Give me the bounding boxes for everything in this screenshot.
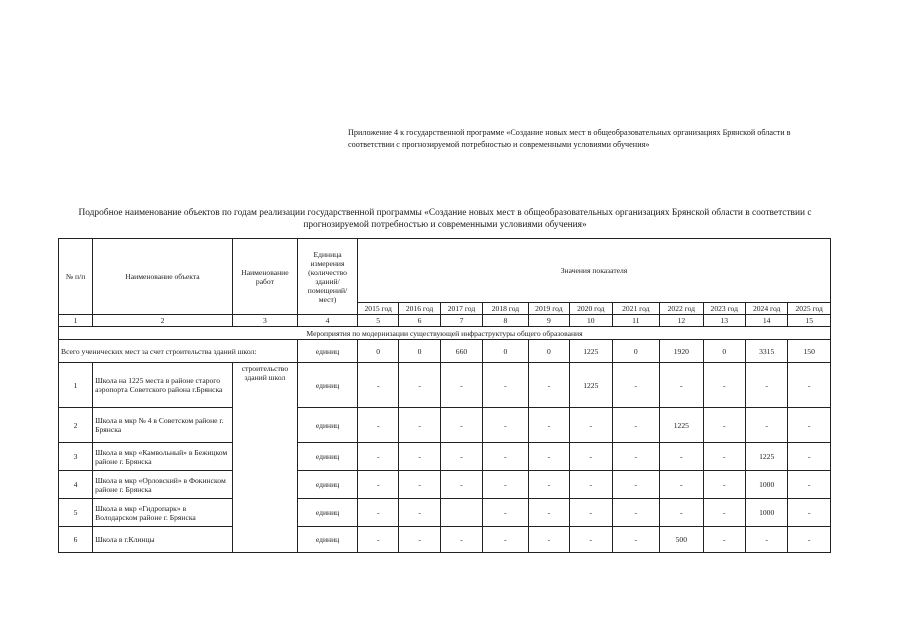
value-cell: - <box>745 363 787 408</box>
section-row <box>59 327 831 340</box>
value-cell: - <box>358 408 399 443</box>
section-title: Мероприятия по модернизации существующей инфраструктуры общего образования <box>59 327 831 340</box>
value-cell <box>440 499 482 527</box>
value-cell: - <box>528 527 569 553</box>
value-cell: 3315 <box>745 340 787 363</box>
value-cell: - <box>570 408 612 443</box>
value-cell: 1000 <box>745 499 787 527</box>
value-cell: 150 <box>788 340 831 363</box>
column-number: 12 <box>660 315 703 327</box>
object-name: Школа в мкр «Гидропарк» в Володарском районе г. Брянска <box>93 499 233 527</box>
value-cell: - <box>703 443 745 471</box>
value-cell: - <box>440 443 482 471</box>
value-cell: - <box>483 499 529 527</box>
value-cell: - <box>703 527 745 553</box>
value-cell: - <box>612 527 660 553</box>
value-cell: - <box>399 471 440 499</box>
column-number: 7 <box>440 315 482 327</box>
work-type: строительство зданий школ <box>232 363 297 553</box>
document-title: Подробное наименование объектов по годам реализации государственной программы «Создание новых мест в общеобразовательных организациях Брянской области в соответствии с прогнозируемой потребностью и современными условиями обучения» <box>78 208 812 230</box>
value-cell: 1000 <box>745 471 787 499</box>
value-cell: - <box>399 527 440 553</box>
table-row <box>59 408 831 443</box>
value-cell: 1920 <box>660 340 703 363</box>
appendix-note: Приложение 4 к государственной программе «Создание новых мест в общеобразовательных организациях Брянской области в соответствии с прогнозируемой потребностью и современными условиями обучения» <box>348 128 791 149</box>
object-name: Школа в мкр «Камвольный» в Бежицком районе г. Брянска <box>93 443 233 471</box>
column-number: 8 <box>483 315 529 327</box>
value-cell: - <box>703 471 745 499</box>
object-name: Школа в мкр № 4 в Советском районе г. Брянска <box>93 408 233 443</box>
column-number: 2 <box>93 315 233 327</box>
unit-cell: единиц <box>298 363 358 408</box>
column-number: 1 <box>59 315 93 327</box>
column-number: 9 <box>528 315 569 327</box>
value-cell: - <box>358 363 399 408</box>
value-cell: - <box>788 408 831 443</box>
value-cell: - <box>440 363 482 408</box>
value-cell: - <box>660 471 703 499</box>
column-number: 3 <box>232 315 297 327</box>
header-values: Значения показателя <box>358 239 831 303</box>
value-cell: - <box>745 527 787 553</box>
header-works: Наименование работ <box>232 239 297 315</box>
value-cell: - <box>528 363 569 408</box>
value-cell: - <box>399 363 440 408</box>
value-cell: - <box>612 408 660 443</box>
value-cell: - <box>788 363 831 408</box>
year-header: 2021 год <box>612 303 660 315</box>
value-cell: - <box>570 499 612 527</box>
header-object: Наименование объекта <box>93 239 233 315</box>
column-number: 10 <box>570 315 612 327</box>
value-cell: - <box>483 443 529 471</box>
value-cell: - <box>528 499 569 527</box>
unit-cell: единиц <box>298 527 358 553</box>
value-cell: - <box>358 443 399 471</box>
column-number: 14 <box>745 315 787 327</box>
value-cell: - <box>399 443 440 471</box>
object-name: Школа на 1225 места в районе старого аэропорта Советского района г.Брянска <box>93 363 233 408</box>
column-number: 13 <box>703 315 745 327</box>
value-cell: - <box>358 499 399 527</box>
value-cell: - <box>528 471 569 499</box>
header-unit: Единица измерения (количество зданий/помещений/мест) <box>298 239 358 315</box>
year-header: 2023 год <box>703 303 745 315</box>
value-cell: - <box>440 471 482 499</box>
year-header: 2020 год <box>570 303 612 315</box>
header-num: № п/п <box>59 239 93 315</box>
value-cell: 0 <box>612 340 660 363</box>
year-header: 2025 год <box>788 303 831 315</box>
row-number: 6 <box>59 527 93 553</box>
value-cell: - <box>570 471 612 499</box>
value-cell: - <box>612 471 660 499</box>
total-row <box>59 340 831 363</box>
year-header: 2016 год <box>399 303 440 315</box>
row-number: 4 <box>59 471 93 499</box>
value-cell: 0 <box>483 340 529 363</box>
value-cell: - <box>703 499 745 527</box>
indicator-table <box>58 238 831 553</box>
unit-cell: единиц <box>298 408 358 443</box>
unit-cell: единиц <box>298 471 358 499</box>
year-header: 2017 год <box>440 303 482 315</box>
unit-cell: единиц <box>298 499 358 527</box>
value-cell: - <box>788 443 831 471</box>
value-cell: 0 <box>399 340 440 363</box>
column-number: 4 <box>298 315 358 327</box>
value-cell: - <box>612 499 660 527</box>
value-cell: - <box>483 527 529 553</box>
value-cell: - <box>788 499 831 527</box>
value-cell: - <box>483 408 529 443</box>
row-number: 1 <box>59 363 93 408</box>
value-cell: - <box>788 471 831 499</box>
table-row <box>59 471 831 499</box>
value-cell: 1225 <box>570 340 612 363</box>
year-header: 2019 год <box>528 303 569 315</box>
column-number: 5 <box>358 315 399 327</box>
value-cell: 660 <box>440 340 482 363</box>
row-number: 3 <box>59 443 93 471</box>
value-cell: - <box>703 408 745 443</box>
unit-cell: единиц <box>298 340 358 363</box>
total-label: Всего ученических мест за счет строительства зданий школ: <box>59 340 298 363</box>
value-cell: 0 <box>358 340 399 363</box>
value-cell: - <box>570 443 612 471</box>
row-number: 2 <box>59 408 93 443</box>
value-cell: - <box>399 408 440 443</box>
column-number: 6 <box>399 315 440 327</box>
value-cell: - <box>703 363 745 408</box>
value-cell: - <box>440 527 482 553</box>
value-cell: 0 <box>703 340 745 363</box>
table-row <box>59 527 831 553</box>
value-cell: - <box>440 408 482 443</box>
value-cell: - <box>358 527 399 553</box>
year-header: 2024 год <box>745 303 787 315</box>
column-number: 15 <box>788 315 831 327</box>
value-cell: - <box>612 363 660 408</box>
object-name: Школа в мкр «Орловский» в Фокинском районе г. Брянска <box>93 471 233 499</box>
value-cell: - <box>528 408 569 443</box>
value-cell: - <box>612 443 660 471</box>
unit-cell: единиц <box>298 443 358 471</box>
value-cell: - <box>358 471 399 499</box>
value-cell: 0 <box>528 340 569 363</box>
year-header: 2018 год <box>483 303 529 315</box>
value-cell: 1225 <box>745 443 787 471</box>
value-cell: 1225 <box>570 363 612 408</box>
value-cell: - <box>483 363 529 408</box>
value-cell: - <box>660 443 703 471</box>
value-cell: - <box>570 527 612 553</box>
value-cell: - <box>528 443 569 471</box>
column-number: 11 <box>612 315 660 327</box>
value-cell: 1225 <box>660 408 703 443</box>
value-cell: - <box>399 499 440 527</box>
value-cell: - <box>745 408 787 443</box>
year-header: 2015 год <box>358 303 399 315</box>
value-cell: - <box>660 499 703 527</box>
year-header: 2022 год <box>660 303 703 315</box>
table-row <box>59 499 831 527</box>
column-numbers-row <box>59 315 831 327</box>
table-row <box>59 443 831 471</box>
value-cell: - <box>660 363 703 408</box>
table-row <box>59 363 831 408</box>
row-number: 5 <box>59 499 93 527</box>
value-cell: - <box>483 471 529 499</box>
object-name: Школа в г.Клинцы <box>93 527 233 553</box>
value-cell: 500 <box>660 527 703 553</box>
value-cell: - <box>788 527 831 553</box>
